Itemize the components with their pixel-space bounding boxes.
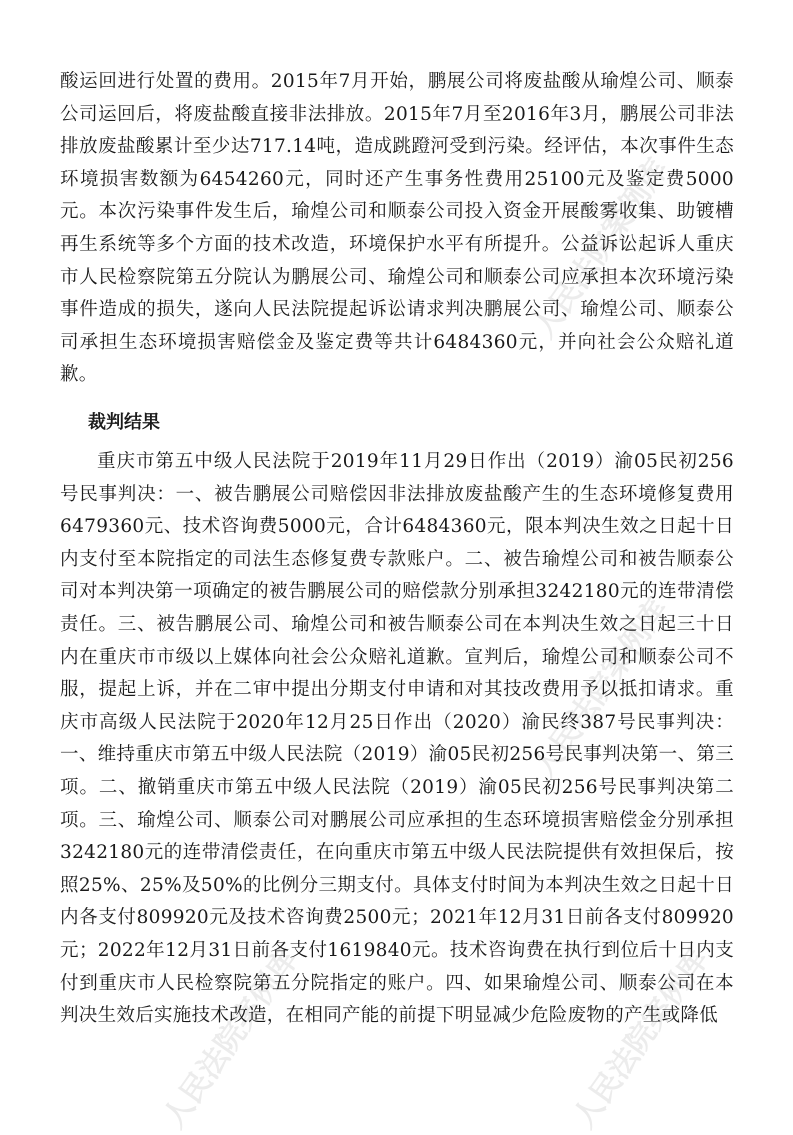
watermark: 人民法院案例库 xyxy=(566,942,716,1135)
paragraph-case-facts: 酸运回进行处置的费用。2015年7月开始，鹏展公司将废盐酸从瑜煌公司、顺泰公司运回后，将废盐酸直接非法排放。2015年7月至2016年3月，鹏展公司非法排放废盐酸累计至少达717.14吨，造成跳蹬河受到污染。经评估，本次事件生态环境损害数额为6454260元，同时还产生事务性费用25100元及鉴定费5000元。本次污染事件发生后，瑜煌公司和顺泰公司投入资金开展酸雾收集、助镀槽再生系统等多个方面的技术改造，环境保护水平有所提升。公益诉讼起诉人重庆市人民检察院第五分院认为鹏展公司、瑜煌公司和顺泰公司应承担本次环境污染事件造成的损失，遂向人民法院提起诉讼请求判决鹏展公司、瑜煌公司、顺泰公司承担生态环境损害赔偿金及鉴定费等共计6484360元，并向社会公众赔礼道歉。 xyxy=(60,71,734,386)
watermark: 人民法院案例库 xyxy=(526,152,676,345)
watermark: 人民法院案例库 xyxy=(526,592,676,785)
paragraph-judgment-result: 重庆市第五中级人民法院于2019年11月29日作出（2019）渝05民初256号民事判决：一、被告鹏展公司赔偿因非法排放废盐酸产生的生态环境修复费用6479360元、技术咨询费5000元，合计6484360元，限本判决生效之日起十日内支付至本院指定的司法生态修复费专款账户。二、被告瑜煌公司和被告顺泰公司对本判决第一项确定的被告鹏展公司的赔偿款分别承担3242180元的连带清偿责任。三、被告鹏展公司、瑜煌公司和被告顺泰公司在本判决生效之日起三十日内在重庆市市级以上媒体向社会公众赔礼道歉。宣判后，瑜煌公司和顺泰公司不服，提起上诉，并在二审中提出分期支付申请和对其技改费用予以抵扣请求。重庆市高级人民法院于2020年12月25日作出（2020）渝民终387号民事判决：一、维持重庆市第五中级人民法院（2019）渝05民初256号民事判决第一、第三项。二、撤销重庆市第五中级人民法院（2019）渝05民初256号民事判决第二项。三、瑜煌公司、顺泰公司对鹏展公司应承担的生态环境损害赔偿金分别承担3242180元的连带清偿责任，在向重庆市第五中级人民法院提供有效担保后，按照25%、25%及50%的比例分三期支付。具体支付时间为本判决生效之日起十日内各支付809920元及技术咨询费2500元；2021年12月31日前各支付809920元；2022年12月31日前各支付1619840元。技术咨询费在执行到位后十日内支付到重庆市人民检察院第五分院指定的账户。四、如果瑜煌公司、顺泰公司在本判决生效后实施技术改造，在相同产能的前提下明显减少危险废物的产生或降低 xyxy=(60,451,734,1027)
watermark: 人民法院案例库 xyxy=(156,942,306,1135)
section-heading-judgment: 裁判结果 xyxy=(88,412,160,433)
